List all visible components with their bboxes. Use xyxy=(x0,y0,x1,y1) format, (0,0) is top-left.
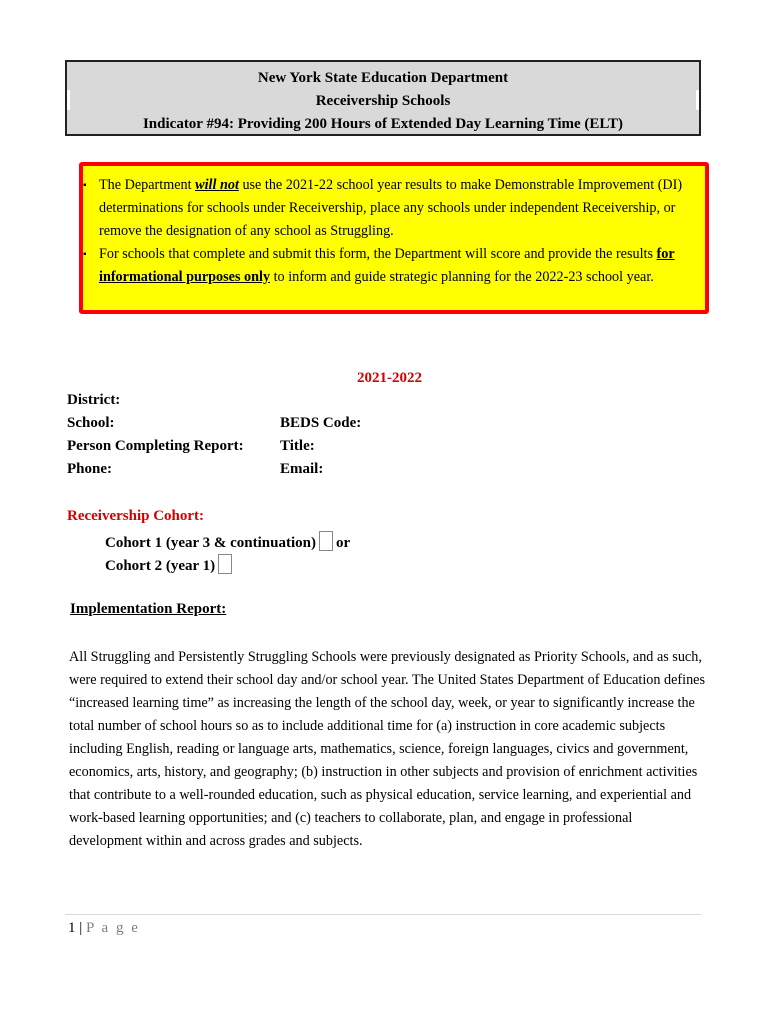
page-word: P a g e xyxy=(86,920,140,936)
bullet-icon: ▪ xyxy=(83,180,87,191)
cohort-heading: Receivership Cohort: xyxy=(67,508,205,524)
cohort-2-option xyxy=(105,554,235,575)
implementation-body: All Struggling and Persistently Struggling Schools were previously designated as Priority Schools, and as such, were required to extend their school day and/or school year. The United States Department of Education defines “increased learning time” as increasing the length of the school day, week, or year to significantly increase the total number of school hours so as to include additional time for (a) instruction in core academic subjects including English, reading or language arts, mathematics, science, foreign languages, civics and government, economics, arts, history, and geography; (b) instruction in other subjects and provision of enrichment activities that contribute to a well-rounded education, such as physical education, service learning, and experiential and work-based learning opportunities; and (c) teachers to collaborate, plan, and engage in professional development within and across grades and subjects. xyxy=(69,649,705,849)
cohort-1-checkbox[interactable] xyxy=(319,531,333,551)
notice-box xyxy=(79,162,709,314)
header-department: New York State Education Department xyxy=(257,70,509,86)
person-completing-label: Person Completing Report: xyxy=(67,438,244,454)
beds-code-label: BEDS Code: xyxy=(280,415,362,431)
page-separator: | xyxy=(79,920,83,936)
cohort-1-label: Cohort 1 (year 3 & continuation) xyxy=(105,535,316,551)
notice-item-2: For schools that complete and submit this form, the Department will score and provide the results for informational purposes only to inform and guide strategic planning for the 2022-23 school year. xyxy=(99,246,675,285)
header-divider-right xyxy=(696,90,699,110)
implementation-heading: Implementation Report: xyxy=(70,601,227,617)
district-label: District: xyxy=(67,392,121,408)
email-label: Email: xyxy=(280,461,324,477)
footer-divider xyxy=(65,914,701,915)
page-footer xyxy=(68,920,140,937)
cohort-2-label: Cohort 2 (year 1) xyxy=(105,558,216,574)
header-indicator: Indicator #94: Providing 200 Hours of Extended Day Learning Time (ELT) xyxy=(142,116,624,132)
header-divider-left xyxy=(67,90,70,110)
phone-label: Phone: xyxy=(67,461,112,477)
bullet-icon: ▪ xyxy=(83,249,87,260)
or-label: or xyxy=(335,535,351,551)
school-label: School: xyxy=(67,415,115,431)
notice-item-1: The Department will not use the 2021-22 school year results to make Demonstrable Improvement (DI) determinations for schools under Receivership, place any schools under independent Receivership, or remove the designation of any school as Struggling. xyxy=(99,177,683,239)
school-year: 2021-2022 xyxy=(357,370,422,386)
title-label: Title: xyxy=(280,438,315,454)
document-header xyxy=(65,60,701,136)
page-number: 1 xyxy=(68,920,76,936)
cohort-2-checkbox[interactable] xyxy=(218,554,232,574)
header-program: Receivership Schools xyxy=(315,93,451,109)
cohort-1-option xyxy=(105,531,350,552)
